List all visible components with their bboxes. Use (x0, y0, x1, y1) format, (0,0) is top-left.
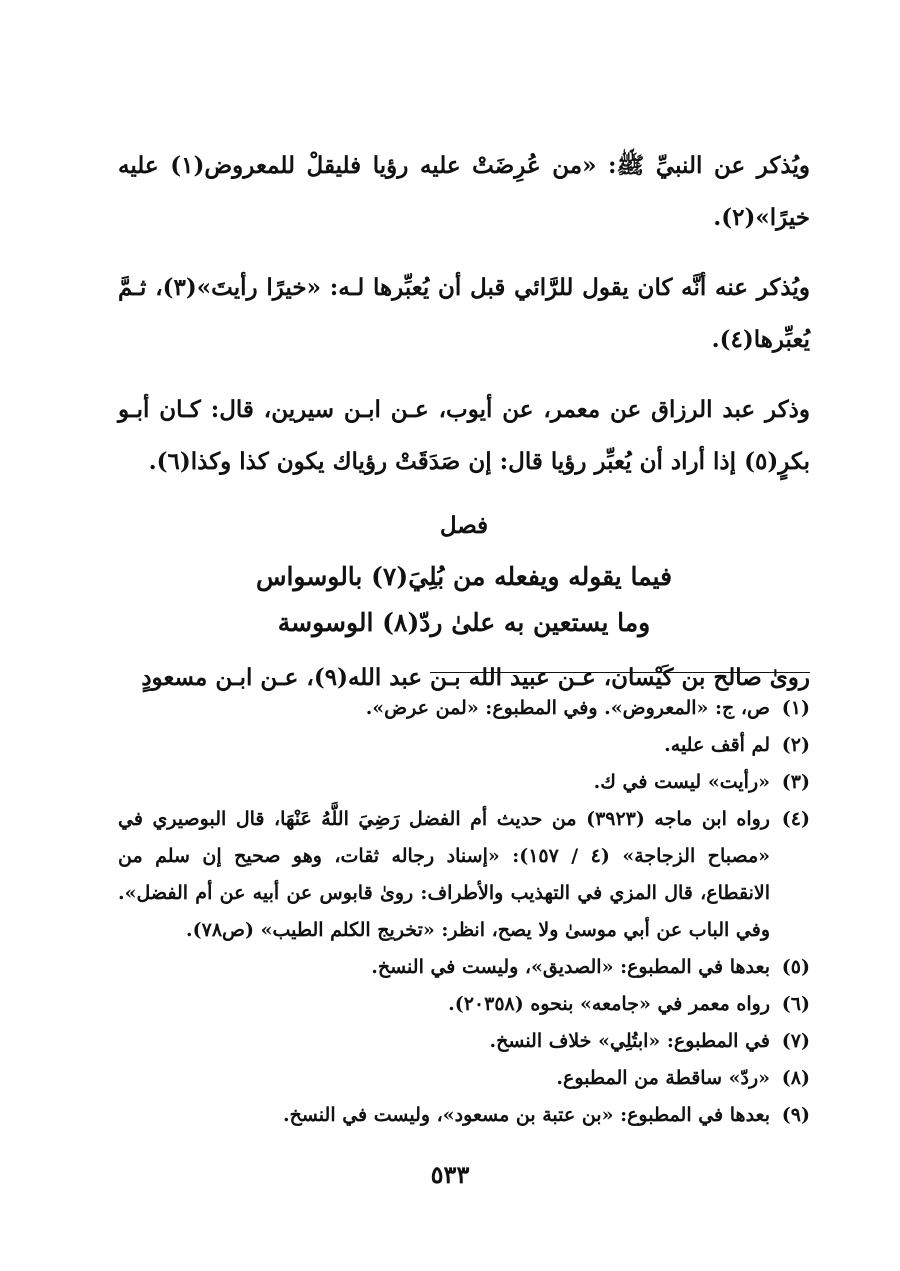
paragraph-text: ويُذكر عن النبيِّ ﷺ: «من عُرِضَتْ عليه رؤيا فليقلْ للمعروض(١) عليه خيرًا»(٢). (118, 152, 811, 231)
paragraph-text: وذكر عبد الرزاق عن معمر، عن أيوب، عـن ابـن سيرين، قال: كـان أبـو بكرٍ(٥) إذا أراد أن يُعبِّر رؤيا قال: إن صَدَقَتْ رؤياك يكون كذا وكذا(٦). (118, 396, 810, 475)
footnote-number: (١) (781, 697, 810, 719)
footnote (118, 690, 810, 727)
paragraph-continuing: روىٰ صالح بن كَيْسان، عـن عبيد الله بـن عبد الله(٩)، عـن ابـن مسعودٍ (141, 664, 810, 691)
footnote-text: ص، ج: «المعروض». وفي المطبوع: «لمن عرض». (365, 697, 770, 719)
section-title-line-2: وما يستعين به علىٰ ردّ(٨) الوسوسة (277, 608, 651, 637)
section-label: فصل (439, 512, 489, 539)
footnote (118, 949, 810, 986)
footnote (118, 1097, 810, 1134)
paragraph-raai (118, 262, 810, 366)
footnotes (118, 690, 810, 1134)
footnote-text: «رأيت» ليست في ك. (593, 771, 770, 793)
section-heading (118, 506, 810, 646)
footnote-divider (430, 672, 810, 673)
footnote-number: (٨) (781, 1067, 810, 1089)
paragraph-abdurrazzaq (118, 384, 810, 488)
footnote-text: لم أقف عليه. (664, 734, 770, 756)
footnote (118, 1023, 810, 1060)
paragraph-hadith (118, 140, 810, 244)
footnote (118, 986, 810, 1023)
footnote-number: (٢) (781, 734, 810, 756)
footnote-text: «ردّ» ساقطة من المطبوع. (556, 1067, 770, 1089)
footnote-number: (٥) (781, 956, 810, 978)
footnote (118, 727, 810, 764)
footnote-number: (٧) (781, 1030, 810, 1052)
footnote-number: (٣) (781, 771, 810, 793)
footnote (118, 801, 810, 949)
footnote-text: في المطبوع: «ابتُلِي» خلاف النسخ. (489, 1030, 770, 1052)
footnote-number: (٤) (781, 808, 810, 830)
section-title-line-1: فيما يقوله ويفعله من بُلِيَ(٧) بالوسواس (255, 562, 673, 591)
page-number: ٥٣٣ (430, 1160, 470, 1189)
footnote-text: بعدها في المطبوع: «بن عتبة بن مسعود»، وليست في النسخ. (282, 1104, 770, 1126)
paragraph-text: ويُذكر عنه أنَّه كان يقول للرَّائي قبل أن يُعبِّرها لـه: «خيرًا رأيتَ»(٣)، ثـمَّ يُعبِّرها(٤). (118, 274, 810, 353)
footnote-text: رواه معمر في «جامعه» بنحوه (٢٠٣٥٨). (448, 993, 770, 1015)
book-page (118, 140, 810, 1230)
footnote (118, 1060, 810, 1097)
footnote-text: رواه ابن ماجه (٣٩٢٣) من حديث أم الفضل رَضِيَ اللَّهُ عَنْهَا، قال البوصيري في «مصباح الزجاجة» (٤ / ١٥٧): «إسناد رجاله ثقات، وهو صحيح إن سلم من الانقطاع، قال المزي في التهذيب والأطراف: روىٰ قابوس عن أبيه عن أم الفضل». وفي الباب عن أبي موسىٰ ولا يصح، انظر: «تخريج الكلم الطيب» (ص٧٨). (118, 808, 770, 941)
footnote-text: بعدها في المطبوع: «الصديق»، وليست في النسخ. (371, 956, 770, 978)
footnote (118, 764, 810, 801)
footnote-number: (٩) (781, 1104, 810, 1126)
footnote-number: (٦) (781, 993, 810, 1015)
